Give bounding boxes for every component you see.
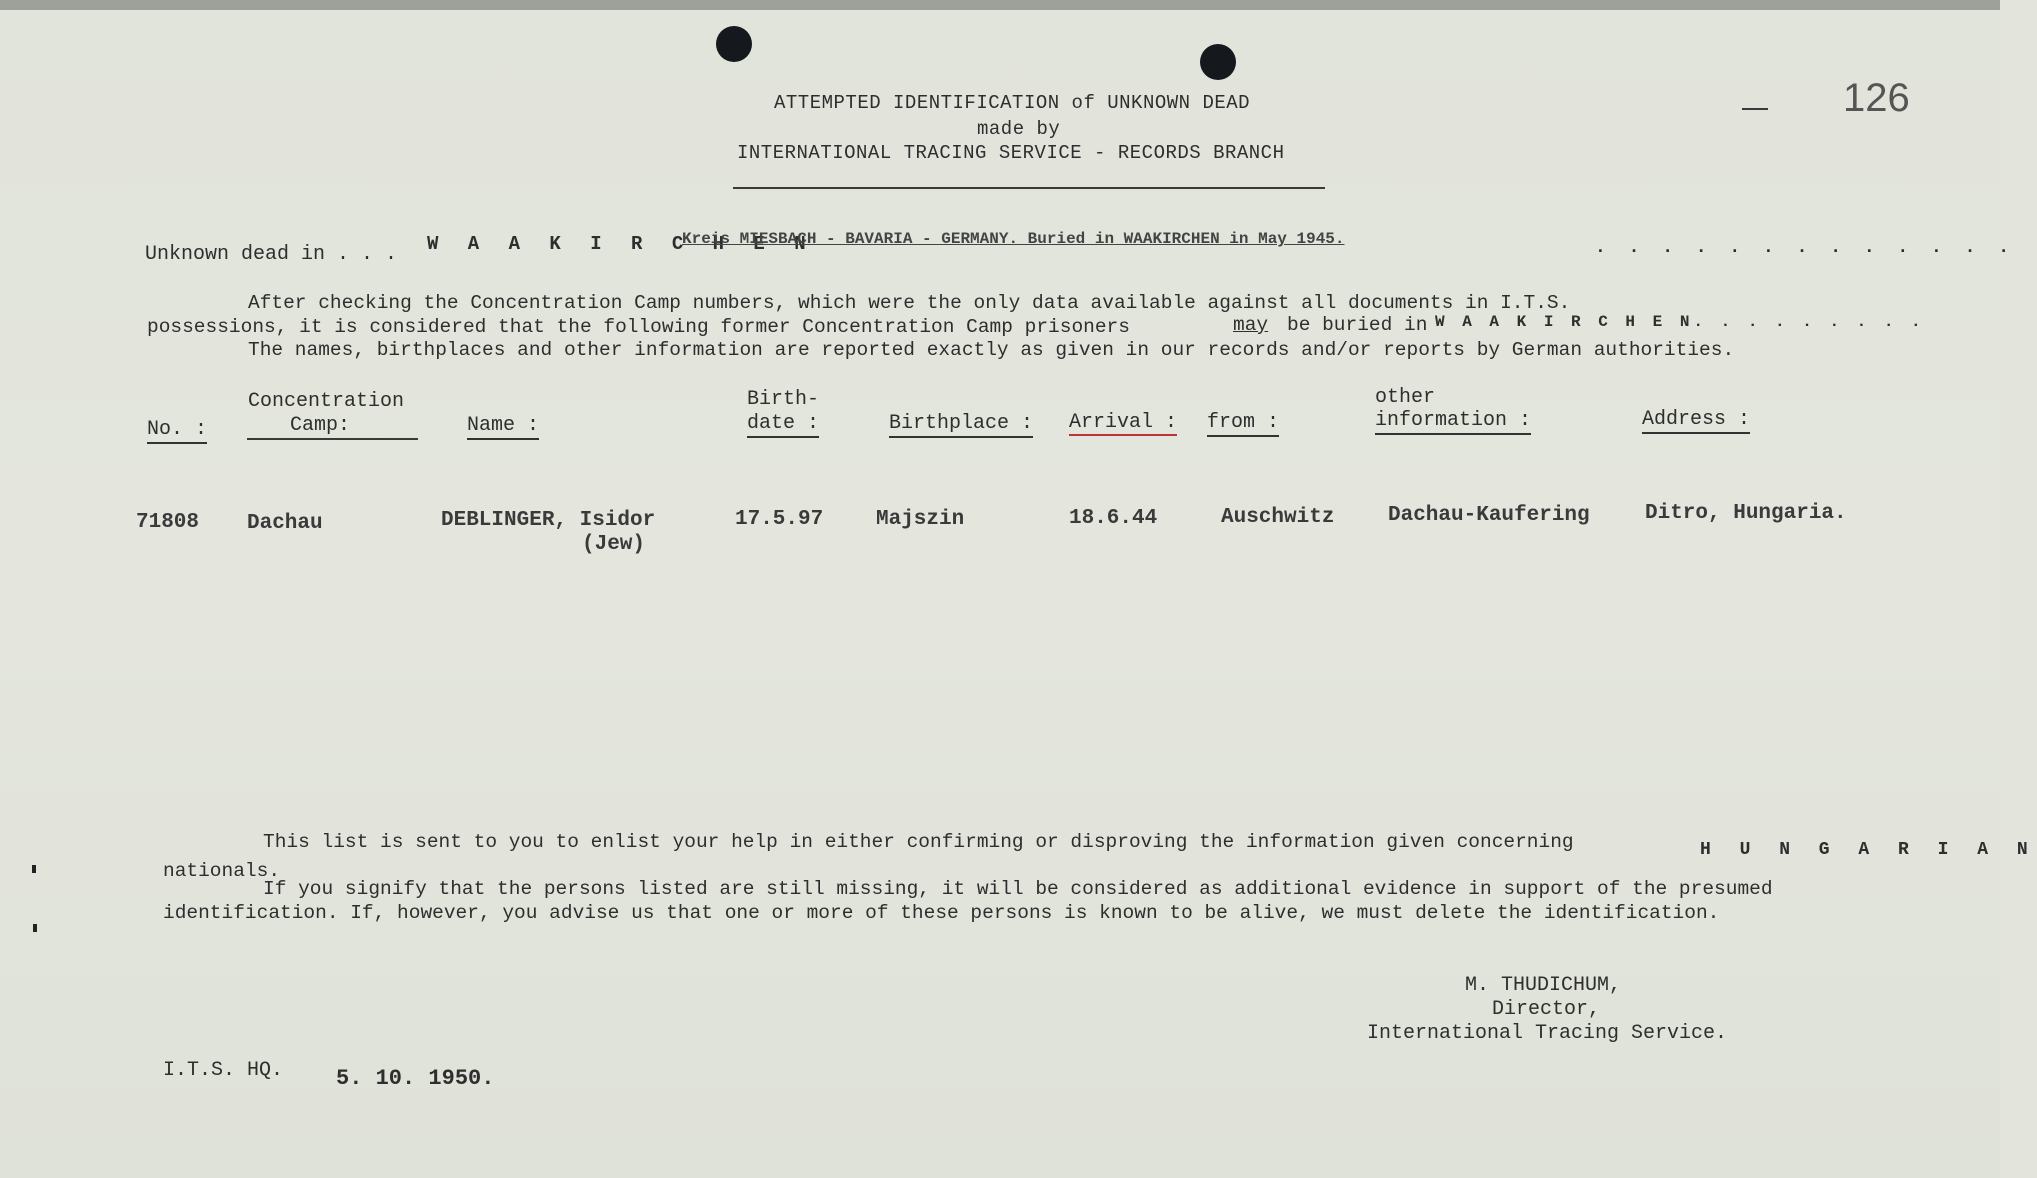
header-title: ATTEMPTED IDENTIFICATION of UNKNOWN DEAD xyxy=(774,92,1251,114)
row-from: Auschwitz xyxy=(1221,506,1335,529)
column-header-no: No. : xyxy=(147,418,207,444)
column-header-camp-top: Concentration xyxy=(248,390,405,413)
column-header-camp-bottom: Camp: xyxy=(290,414,351,437)
row-birthdate: 17.5.97 xyxy=(735,508,824,531)
page-number: 126 xyxy=(1843,76,1910,120)
closing-line-1: This list is sent to you to enlist your help in either confirming or disproving the information given concerning xyxy=(263,831,1574,853)
unknown-dead-label: Unknown dead in . . . xyxy=(145,243,398,266)
punch-hole-right xyxy=(1200,44,1236,80)
footer-hq: I.T.S. HQ. xyxy=(163,1059,284,1082)
signature-title: Director, xyxy=(1492,998,1601,1021)
column-header-other-top: other xyxy=(1375,386,1436,409)
unknown-dead-details: Kreis MIESBACH - BAVARIA - GERMANY. Buried in WAAKIRCHEN in May 1945. xyxy=(682,230,1345,248)
closing-line-1b: nationals. xyxy=(163,860,281,882)
row-camp: Dachau xyxy=(247,512,323,535)
column-header-camp-rule xyxy=(247,438,418,440)
row-arrival: 18.6.44 xyxy=(1069,507,1158,530)
row-name-note: (Jew) xyxy=(582,533,646,556)
footer-date: 5. 10. 1950. xyxy=(336,1066,495,1091)
row-name: DEBLINGER, Isidor xyxy=(441,509,656,532)
row-other: Dachau-Kaufering xyxy=(1388,504,1590,527)
closing-nationality: H U N G A R I A N xyxy=(1700,840,2037,860)
intro-line-3: The names, birthplaces and other information are reported exactly as given in our records and/or reports by German authorities. xyxy=(248,339,1735,361)
intro-line-2a: possessions, it is considered that the following former Concentration Camp prisoners xyxy=(147,316,1130,338)
header-organization: INTERNATIONAL TRACING SERVICE - RECORDS BRANCH xyxy=(737,142,1285,164)
top-edge xyxy=(0,0,2000,10)
header-rule xyxy=(733,187,1325,189)
column-header-birthplace: Birthplace : xyxy=(889,412,1033,438)
intro-line-1: After checking the Concentration Camp numbers, which were the only data available against all documents in I.T.S. xyxy=(248,292,1571,314)
column-header-arrival: Arrival : xyxy=(1069,411,1178,434)
page-number-dash xyxy=(1742,108,1768,110)
column-header-birthdate-bottom: date : xyxy=(747,412,819,438)
row-no: 71808 xyxy=(136,511,200,534)
column-header-other-bottom: information : xyxy=(1375,409,1531,435)
unknown-dead-place: W A A K I R C H E N xyxy=(427,233,815,255)
column-header-name: Name : xyxy=(467,414,539,440)
unknown-dead-dots: . . . . . . . . . . . . . xyxy=(1595,238,2016,258)
intro-line-2b: be buried in xyxy=(1287,314,1428,336)
margin-mark xyxy=(33,924,37,932)
row-address: Ditro, Hungaria. xyxy=(1645,502,1847,525)
closing-line-2: If you signify that the persons listed are still missing, it will be considered as additional evidence in support of the presumed xyxy=(263,878,1773,900)
signature-name: M. THUDICHUM, xyxy=(1465,974,1622,997)
punch-hole-left xyxy=(716,26,752,62)
column-header-address: Address : xyxy=(1642,408,1750,434)
column-header-from: from : xyxy=(1207,411,1279,437)
column-header-birthdate-top: Birth- xyxy=(747,388,820,411)
row-birthplace: Majszin xyxy=(876,508,965,531)
intro-line-2-place: W A A K I R C H E N. . . . . . . . . xyxy=(1435,313,1925,331)
margin-mark xyxy=(32,865,36,873)
header-made-by: made by xyxy=(977,118,1061,140)
intro-line-2-may: may xyxy=(1233,314,1269,336)
signature-org: International Tracing Service. xyxy=(1367,1022,1728,1045)
closing-line-3: identification. If, however, you advise us that one or more of these persons is known to be alive, we must delete the identification. xyxy=(163,902,1720,924)
